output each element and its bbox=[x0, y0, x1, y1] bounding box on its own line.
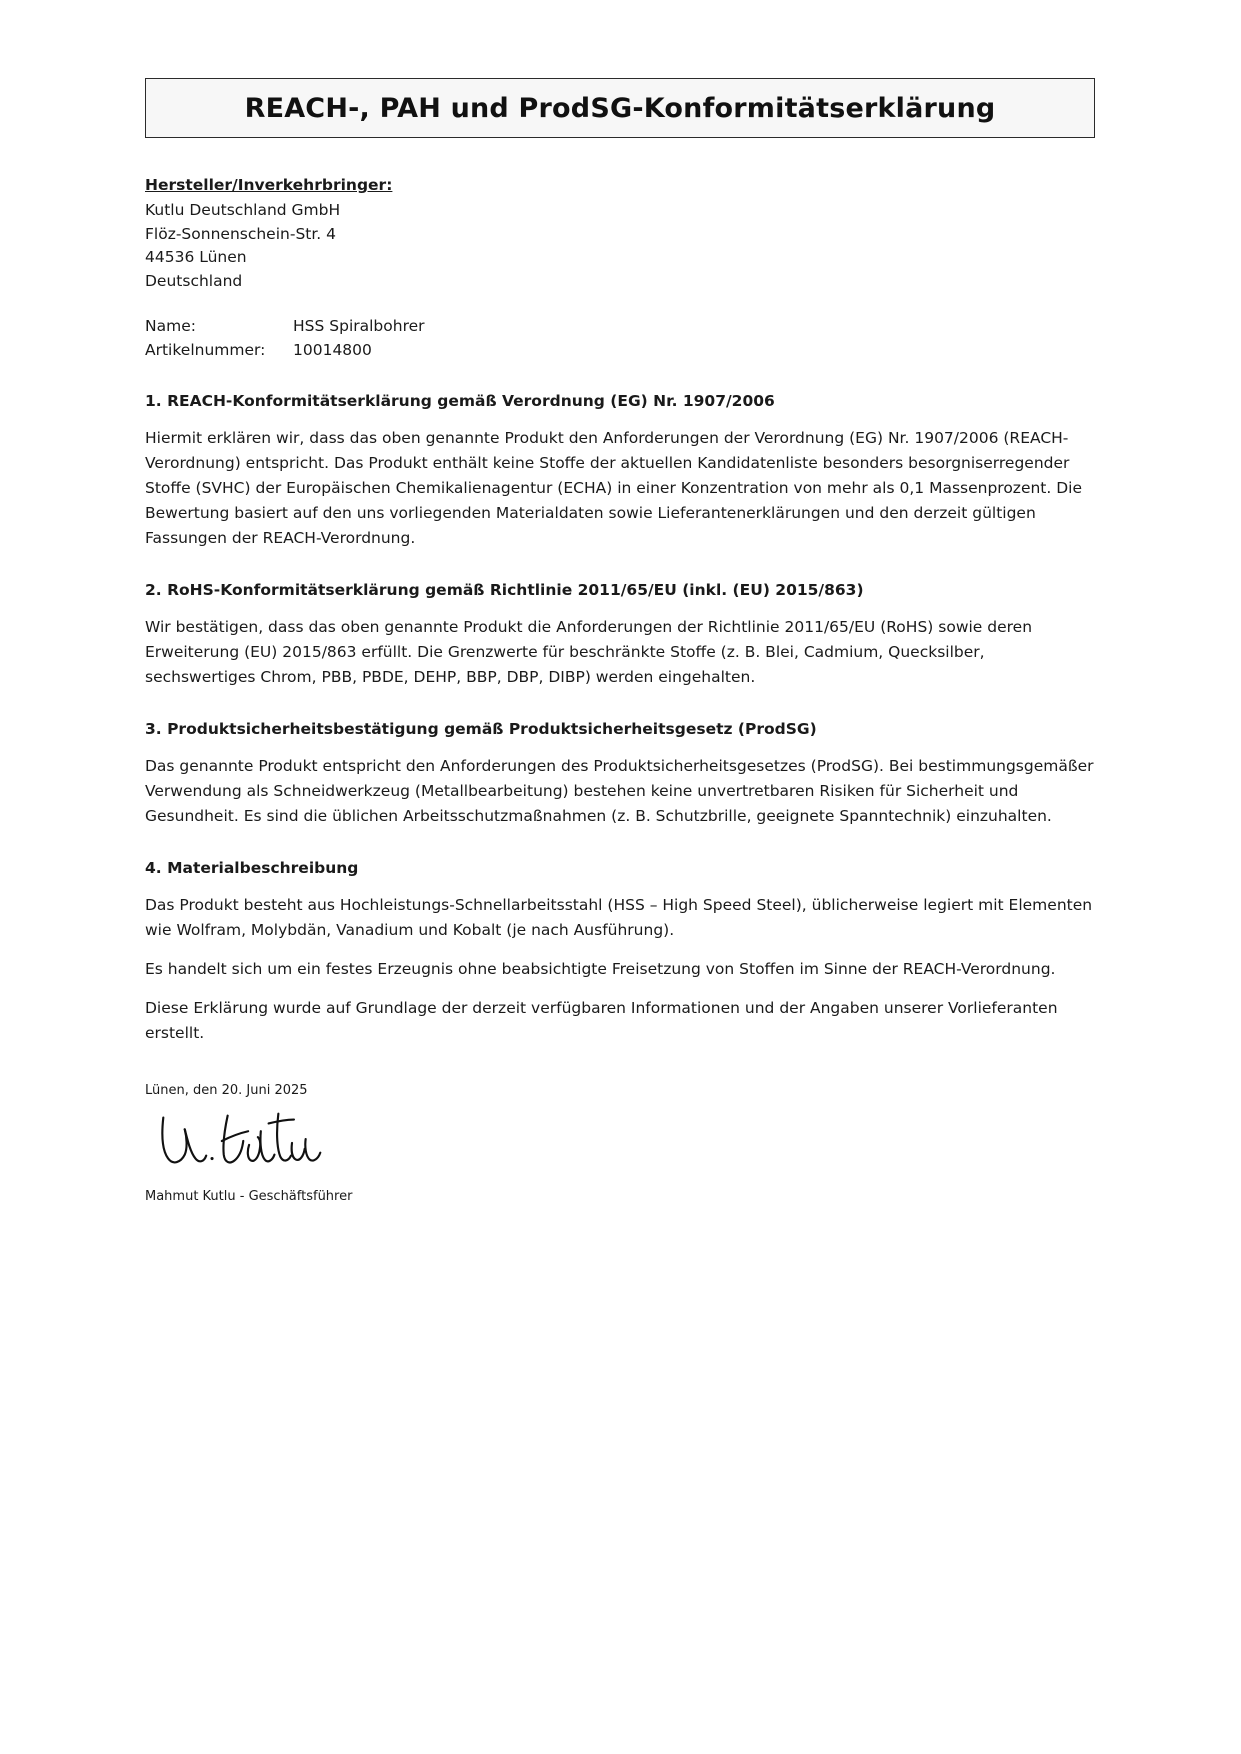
section-paragraph: Es handelt sich um ein festes Erzeugnis ohne beabsichtigte Freisetzung von Stoffen im Sinne der REACH-Verordnung. bbox=[145, 960, 1056, 978]
handwritten-signature-icon bbox=[153, 1102, 353, 1180]
manufacturer-line: Kutlu Deutschland GmbH bbox=[145, 201, 341, 219]
signature-name: Mahmut Kutlu - Geschäftsführer bbox=[145, 1189, 353, 1204]
section-paragraph: Hiermit erklären wir, dass das oben genannte Produkt den Anforderungen der Verordnung (EG) Nr. 1907/2006 (REACH-Verordnung) entspricht. Das Produkt enthält keine Stoffe der aktuellen Kandidatenliste besonders besorgniserregender Stoffe (SVHC) der Europäischen Chemikalienagentur (ECHA) in einer Konzentration von mehr als 0,1 Massenprozent. Die Bewertung basiert auf den uns vorliegenden Materialdaten sowie Lieferantenerklärungen und den derzeit gültigen Fassungen der REACH-Verordnung. bbox=[145, 429, 1083, 547]
article-number-label: Artikelnummer: bbox=[145, 340, 266, 359]
document-content bbox=[145, 78, 1095, 1206]
table-row bbox=[145, 339, 425, 363]
product-info-table bbox=[145, 315, 425, 362]
product-name-value: HSS Spiralbohrer bbox=[293, 317, 425, 335]
section-paragraph: Diese Erklärung wurde auf Grundlage der derzeit verfügbaren Informationen und der Angaben unserer Vorlieferanten erstellt. bbox=[145, 999, 1058, 1042]
product-name-label: Name: bbox=[145, 317, 196, 335]
section-heading-prodsg: 3. Produktsicherheitsbestätigung gemäß Produktsicherheitsgesetz (ProdSG) bbox=[145, 720, 817, 738]
section-paragraph: Das genannte Produkt entspricht den Anforderungen des Produktsicherheitsgesetzes (ProdSG). Bei bestimmungsgemäßer Verwendung als Schneidwerkzeug (Metallbearbeitung) bestehen keine unvertretbaren Risiken für Sicherheit und Gesundheit. Es sind die üblichen Arbeitsschutzmaßnahmen (z. B. Schutzbrille, geeignete Spanntechnik) einzuhalten. bbox=[145, 757, 1094, 825]
manufacturer-line: Flöz-Sonnenschein-Str. 4 bbox=[145, 224, 337, 243]
section-heading-material: 4. Materialbeschreibung bbox=[145, 859, 359, 877]
signature-place-date: Lünen, den 20. Juni 2025 bbox=[145, 1083, 308, 1098]
section-paragraph: Das Produkt besteht aus Hochleistungs-Schnellarbeitsstahl (HSS – High Speed Steel), üblicherweise legiert mit Elementen wie Wolfram, Molybdän, Vanadium und Kobalt (je nach Ausführung). bbox=[145, 896, 1093, 939]
page-title: REACH-, PAH und ProdSG-Konformitätserklärung bbox=[244, 92, 996, 124]
document-title-banner bbox=[145, 78, 1095, 138]
section-heading-reach: 1. REACH-Konformitätserklärung gemäß Verordnung (EG) Nr. 1907/2006 bbox=[145, 392, 775, 410]
signature-area bbox=[145, 1082, 1095, 1206]
manufacturer-line: 44536 Lünen bbox=[145, 248, 247, 266]
section-paragraph: Wir bestätigen, dass das oben genannte Produkt die Anforderungen der Richtlinie 2011/65/EU (RoHS) sowie deren Erweiterung (EU) 2015/863 erfüllt. Die Grenzwerte für beschränkte Stoffe (z. B. Blei, Cadmium, Quecksilber, sechswertiges Chrom, PBB, PBDE, DEHP, BBP, DBP, DIBP) werden eingehalten. bbox=[145, 618, 1033, 686]
manufacturer-block bbox=[145, 176, 1095, 293]
section-heading-rohs: 2. RoHS-Konformitätserklärung gemäß Richtlinie 2011/65/EU (inkl. (EU) 2015/863) bbox=[145, 581, 864, 599]
manufacturer-heading: Hersteller/Inverkehrbringer: bbox=[145, 176, 393, 194]
table-row bbox=[145, 315, 425, 339]
manufacturer-line: Deutschland bbox=[145, 271, 243, 290]
article-number-value: 10014800 bbox=[293, 340, 372, 359]
